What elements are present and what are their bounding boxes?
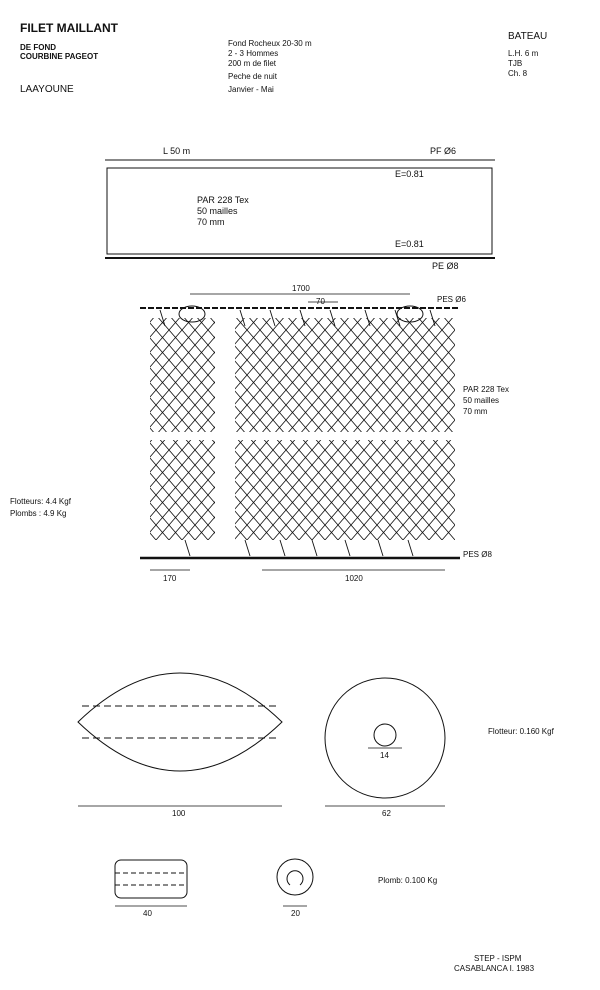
panel-rectangle xyxy=(107,168,492,254)
detail-bottom-rope-label: PES Ø8 xyxy=(463,550,492,559)
dim-170-label: 170 xyxy=(163,574,177,583)
mesh-lower-right xyxy=(235,440,455,540)
panel-length-label: L 50 m xyxy=(163,146,191,156)
condition-line: 200 m de filet xyxy=(228,59,277,68)
float-side-view xyxy=(78,673,282,806)
panel-material-line: 70 mm xyxy=(197,217,225,227)
drawing-title: FILET MAILLANT xyxy=(20,21,118,35)
mesh-lower-left xyxy=(150,440,215,540)
panel-e-bottom: E=0.81 xyxy=(395,239,424,249)
boat-spec: TJB xyxy=(508,59,523,68)
footer-org: STEP - ISPM xyxy=(474,954,522,963)
condition-line: Peche de nuit xyxy=(228,72,277,81)
net-panel-schematic xyxy=(105,160,495,258)
sinker-front-view xyxy=(277,859,313,906)
detail-mesh-label: 70 mm xyxy=(463,407,488,416)
panel-bottom-rope-label: PE Ø8 xyxy=(432,261,459,271)
dim-70-label: 70 xyxy=(316,297,325,306)
condition-line: Fond Rocheux 20-30 m xyxy=(228,39,312,48)
sinker-side-view xyxy=(115,860,187,906)
condition-line: 2 - 3 Hommes xyxy=(228,49,279,58)
boat-spec: Ch. 8 xyxy=(508,69,528,78)
panel-material-line: 50 mailles xyxy=(197,206,238,216)
panel-e-top: E=0.81 xyxy=(395,169,424,179)
sinkers-weight-label: Plombs : 4.9 Kg xyxy=(10,509,67,518)
sinker-weight-label: Plomb: 0.100 Kg xyxy=(378,876,438,885)
detail-mesh-label: 50 mailles xyxy=(463,396,500,405)
sinker-diameter-label: 20 xyxy=(291,909,300,918)
subtitle-target-species: COURBINE PAGEOT xyxy=(20,52,99,61)
float-front-view xyxy=(325,678,445,806)
condition-line: Janvier - Mai xyxy=(228,85,274,94)
float-diameter-label: 62 xyxy=(382,809,391,818)
detail-top-rope-label: PES Ø6 xyxy=(437,295,466,304)
dim-1700-label: 1700 xyxy=(292,284,310,293)
panel-top-rope-label: PF Ø6 xyxy=(430,146,457,156)
float-length-label: 100 xyxy=(172,809,186,818)
dim-1020-label: 1020 xyxy=(345,574,363,583)
float-buoyancy-label: Flotteur: 0.160 Kgf xyxy=(488,727,554,736)
subtitle-gear-type: DE FOND xyxy=(20,43,56,52)
detail-mesh-label: PAR 228 Tex xyxy=(463,385,509,394)
sinker-length-label: 40 xyxy=(143,909,152,918)
float-hole-label: 14 xyxy=(380,751,389,760)
location-label: LAAYOUNE xyxy=(20,84,74,95)
panel-material-line: PAR 228 Tex xyxy=(197,195,249,205)
boat-spec: L.H. 6 m xyxy=(508,49,539,58)
footer-place: CASABLANCA I. 1983 xyxy=(454,964,535,973)
floats-buoyancy-label: Flotteurs: 4.4 Kgf xyxy=(10,497,71,506)
net-detail-drawing xyxy=(140,294,460,570)
boat-title: BATEAU xyxy=(508,31,548,42)
